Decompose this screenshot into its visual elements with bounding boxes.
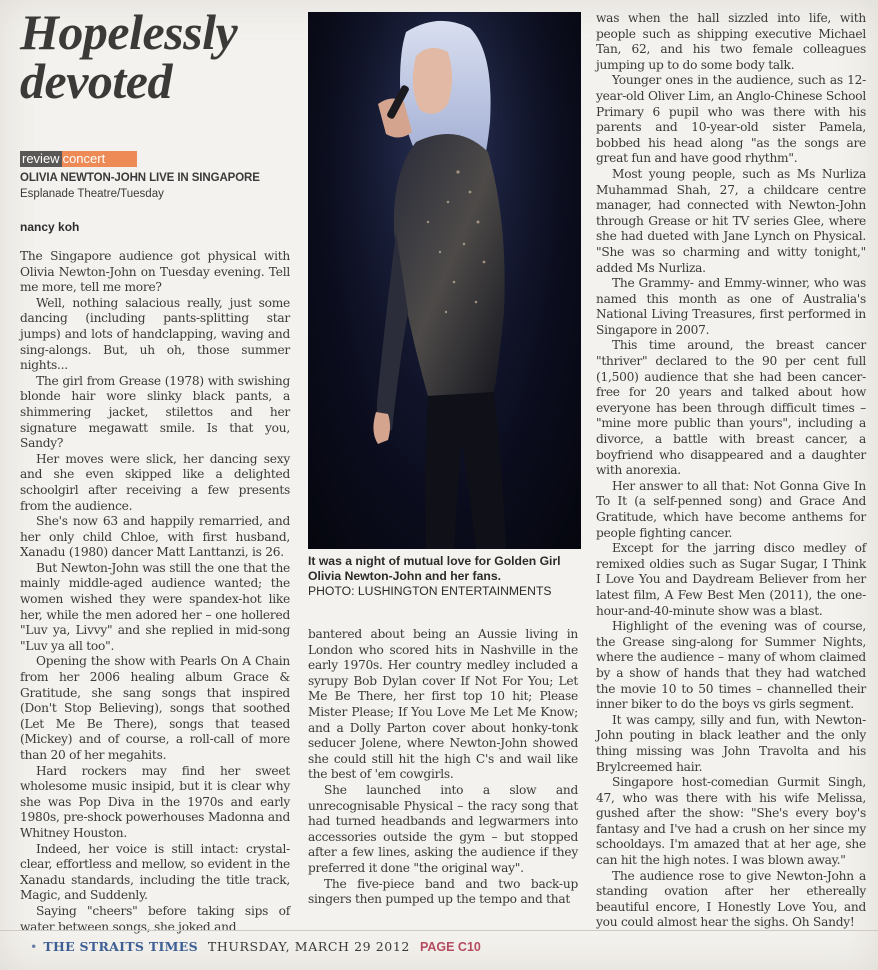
article-column-2 xyxy=(308,627,578,907)
article-paragraph: The Singapore audience got physical with Olivia Newton-John on Tuesday evening. Tell me more, tell me more? xyxy=(20,249,290,295)
headline-line-1: Hopelessly xyxy=(20,4,238,60)
footer-bullet: • xyxy=(30,939,38,954)
article-paragraph: Indeed, her voice is still intact: crystal-clear, effortless and mellow, so evident in the Xanadu standards, including the title track, Magic, and Suddenly. xyxy=(20,841,290,903)
headline-line-2: devoted xyxy=(20,53,172,109)
article-paragraph: The girl from Grease (1978) with swishing blonde hair wore slinky black pants, a shimmering jacket, stilettos and her signature megawatt smile. Is that you, Sandy? xyxy=(20,373,290,451)
photo-caption xyxy=(308,554,586,599)
page-footer xyxy=(0,930,878,961)
section-tag-concert: concert xyxy=(62,151,138,167)
article-paragraph: But Newton-John was still the one that the mainly middle-aged audience wanted; the women wished they were spandex-hot like her, while the men adored her – one hollered "Luv ya, Livvy" and she replied in mid-song "Luv ya all too". xyxy=(20,560,290,653)
article-paragraph: Younger ones in the audience, such as 12-year-old Oliver Lim, an Anglo-Chinese School Primary 6 pupil who was there with his parents and 10-year-old sister Pamela, bobbed his head along "as the songs are great fun and have good rhythm". xyxy=(596,73,866,166)
page-number: PAGE C10 xyxy=(419,940,481,954)
newspaper-name: THE STRAITS TIMES xyxy=(43,939,198,954)
byline: nancy koh xyxy=(20,220,80,234)
article-paragraph: Most young people, such as Ms Nurliza Muhammad Shah, 27, a childcare centre manager, had connected with Newton-John through Grease or hit TV series Glee, where she had dueted with Jane Lynch on Physical. "She was so charming and witty tonight," added Ms Nurliza. xyxy=(596,166,866,275)
article-paragraph: was when the hall sizzled into life, with people such as shipping executive Michael Tan, 62, and his two female colleagues jumping up to do some body talk. xyxy=(596,11,866,72)
article-paragraph: Her answer to all that: Not Gonna Give In To It (a self-penned song) and Grace And Gratitude, which have become anthems for people fighting cancer. xyxy=(596,478,866,540)
article-paragraph: Saying "cheers" before taking sips of water between songs, she joked and xyxy=(20,903,290,934)
headline xyxy=(20,4,300,109)
section-tag xyxy=(20,151,137,167)
review-venue: Esplanade Theatre/Tuesday xyxy=(20,188,164,200)
article-column-1 xyxy=(20,249,290,934)
photo-caption-text: It was a night of mutual love for Golden Girl Olivia Newton-John and her fans. xyxy=(308,554,561,583)
concert-photo-singer-icon xyxy=(308,12,581,549)
publication-date: THURSDAY, MARCH 29 2012 xyxy=(207,939,410,954)
article-paragraph: The Grammy- and Emmy-winner, who was named this month as one of Australia's National Living Treasures, first performed in Singapore in 2007. xyxy=(596,276,866,337)
article-paragraph: She's now 63 and happily remarried, and her only child Chloe, with first husband, Xanadu (1980) dancer Matt Lanttanzi, is 26. xyxy=(20,514,290,560)
article-paragraph: She launched into a slow and unrecognisable Physical – the racy song that had turned headbands and legwarmers into accessories outside the gym – but stopped after a few lines, asking the audience if they preferred it done "the original way". xyxy=(308,782,578,875)
article-paragraph: Her moves were slick, her dancing sexy and she even skipped like a delighted schoolgirl after receiving a few presents from the audience. xyxy=(20,451,290,513)
article-paragraph: bantered about being an Aussie living in London who scored hits in Nashville in the early 1970s. Her country medley included a syrupy Bob Dylan cover If Not For You; Let Me Be There, her first top 10 hit; Please Mister Please; If You Love Me Let Me Know; and a Dolly Parton cover about honky-tonk seducer Jolene, where Newton-John showed she could still hit the high C's and wail like the best of 'em cowgirls. xyxy=(308,627,578,782)
article-paragraph: It was campy, silly and fun, with Newton-John pouting in black leather and the only thing missing was John Travolta and his Brylcreemed hair. xyxy=(596,712,866,774)
article-paragraph: The five-piece band and two back-up singers then pumped up the tempo and that xyxy=(308,876,578,907)
section-tag-review: review xyxy=(22,151,60,166)
article-paragraph: Well, nothing salacious really, just some dancing (including pants-splitting star jumps) and lots of handclapping, waving and sing-alongs. But, uh oh, those summer nights... xyxy=(20,295,290,373)
article-paragraph: This time around, the breast cancer "thriver" declared to the 90 per cent full (1,500) audience that she had been cancer-free for 20 years and talked about how everyone has been through difficult times – "mine more public than yours", including a divorce, a battle with breast cancer, a boyfriend who disappeared and a daughter with anorexia. xyxy=(596,338,866,478)
article-paragraph: Singapore host-comedian Gurmit Singh, 47, who was there with his wife Melissa, gushed after the show: "She's every boy's fantasy and I've had a crush on her since my schooldays. I'm amazed that at her age, she can hit the high notes. I was blown away." xyxy=(596,775,866,868)
article-paragraph: Hard rockers may find her sweet wholesome music insipid, but it is clear why she was Pop Diva in the 1970s and early 1980s, pre-shock powerhouses Madonna and Whitney Houston. xyxy=(20,763,290,840)
article-column-3 xyxy=(596,11,866,930)
photo-credit: PHOTO: LUSHINGTON ENTERTAINMENTS xyxy=(308,584,552,598)
review-subhead: OLIVIA NEWTON-JOHN LIVE IN SINGAPORE xyxy=(20,172,260,184)
article-paragraph: The audience rose to give Newton-John a standing ovation after her ethereally beautiful encore, I Honestly Love You, and you could almost hear the sighs. Oh Sandy! xyxy=(596,868,866,930)
article-paragraph: Except for the jarring disco medley of remixed oldies such as Sugar Sugar, I Think I Love You and Daydream Believer from her latest film, A Few Best Men (2011), the one-hour-and-40-minute show was a blast. xyxy=(596,541,866,618)
article-paragraph: Highlight of the evening was of course, the Grease sing-along for Summer Nights, where the audience – many of whom claimed by a show of hands that they had watched the movie 10 to 50 times – channelled their inner biker to do the boys vs girls segment. xyxy=(596,619,866,712)
article-paragraph: Opening the show with Pearls On A Chain from her 2006 healing album Grace & Gratitude, she sang songs that inspired (Don't Stop Believing), songs that soothed (Let Me Be There), songs that teased (Mickey) and of course, a roll-call of more than 20 of her megahits. xyxy=(20,654,290,762)
